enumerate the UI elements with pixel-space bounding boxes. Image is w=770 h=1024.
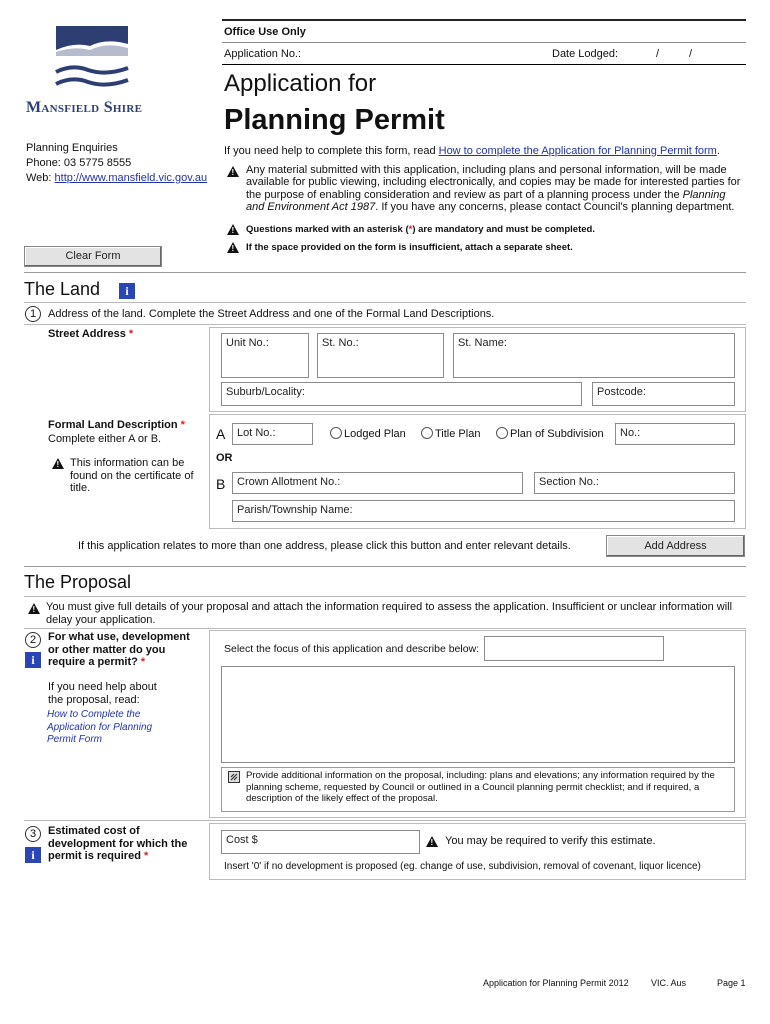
- certificate-note: This information can be found on the certificate of title.: [70, 457, 194, 494]
- page-title: Planning Permit: [224, 104, 445, 136]
- required-star: *: [143, 850, 149, 862]
- application-no-label: Application No.:: [224, 48, 302, 60]
- title-plan-radio[interactable]: Title Plan: [421, 427, 480, 440]
- question-2-text: [48, 631, 198, 669]
- option-a-label: A: [216, 426, 226, 442]
- question-3-text: [48, 825, 198, 863]
- web-link[interactable]: http://www.mansfield.vic.gov.au: [54, 172, 208, 184]
- space-note: If the space provided on the form is insufficient, attach a separate sheet.: [246, 242, 573, 253]
- postcode-input[interactable]: Postcode:: [592, 382, 735, 406]
- proposal-warning: You must give full details of your proposal and attach the information required to assess the application. Insufficient or unclear information will delay your application.: [46, 601, 733, 626]
- notice-end: . If you have any concerns, please contact Council's planning department.: [375, 201, 735, 214]
- verify-note: You may be required to verify this estimate.: [445, 835, 656, 847]
- formal-land-label: [48, 419, 185, 431]
- mandatory-note: [246, 224, 595, 235]
- crown-allotment-input[interactable]: Crown Allotment No.:: [232, 472, 523, 494]
- plan-of-subdivision-radio[interactable]: Plan of Subdivision: [496, 427, 604, 440]
- street-address-label: [48, 328, 133, 340]
- section-no-input[interactable]: Section No.:: [534, 472, 735, 494]
- proposal-rule: [24, 566, 746, 567]
- land-section-title: The Land: [24, 279, 101, 299]
- lodged-plan-radio[interactable]: Lodged Plan: [330, 427, 406, 440]
- select-focus-label: Select the focus of this application and describe below:: [224, 643, 480, 655]
- shire-logo: [54, 24, 130, 94]
- cost-input[interactable]: Cost $: [221, 830, 420, 854]
- proposal-title-rule: [24, 596, 746, 597]
- footer-page: Page 1: [717, 978, 746, 988]
- required-star: *: [128, 328, 134, 340]
- formal-label-text: Formal Land Description: [48, 419, 178, 431]
- option-b-label: B: [216, 476, 226, 492]
- lot-no-input[interactable]: Lot No.:: [232, 423, 313, 445]
- proposal-description-textarea[interactable]: [221, 666, 735, 763]
- notice-text: Any material submitted with this application, including plans and personal information, will be made available for public viewing, including electronically, and copies may be made for interested parties for the purpose of enabling consideration and review as part of a planning process under the: [246, 164, 741, 201]
- q2-text: For what use, development or other matter do you require a permit?: [48, 631, 190, 668]
- question-1-number: 1: [25, 306, 41, 322]
- info-icon[interactable]: i: [119, 283, 135, 299]
- footer-form-name: Application for Planning Permit 2012: [483, 978, 629, 988]
- focus-select[interactable]: [484, 636, 664, 661]
- office-use-heading: Office Use Only: [224, 26, 306, 38]
- warning-icon: [426, 836, 438, 849]
- warning-icon: [227, 166, 239, 179]
- or-label: OR: [216, 452, 233, 464]
- plan-no-input[interactable]: No.:: [615, 423, 735, 445]
- paperclip-icon: [228, 771, 240, 783]
- formal-land-sub: Complete either A or B.: [48, 433, 162, 445]
- insert-zero-note: Insert '0' if no development is proposed (eg. change of use, subdivision, removal of covenant, liquor licence): [224, 861, 701, 872]
- warning-rule: [24, 628, 746, 629]
- date-lodged-label: Date Lodged:: [552, 48, 619, 60]
- help-intro-text: If you need help to complete this form, read: [224, 145, 439, 157]
- warning-icon: [52, 458, 64, 471]
- mandatory-post: ) are mandatory and must be completed.: [412, 224, 595, 235]
- unit-no-input[interactable]: Unit No.:: [221, 333, 309, 378]
- warning-icon: [227, 224, 239, 237]
- proposal-help-link[interactable]: How to Complete the Application for Planning Permit Form: [47, 709, 153, 745]
- help-form-link[interactable]: How to complete the Application for Planning Permit form: [438, 145, 717, 157]
- date-slash-1: /: [656, 48, 660, 60]
- more-address-note: If this application relates to more than one address, please click this button and enter relevant details.: [78, 540, 571, 552]
- add-address-button[interactable]: Add Address: [606, 535, 745, 557]
- phone: Phone: 03 5775 8555: [26, 157, 132, 169]
- parish-input[interactable]: Parish/Township Name:: [232, 500, 735, 522]
- mandatory-star: *: [408, 224, 413, 235]
- question-1-text: Address of the land. Complete the Street Address and one of the Formal Land Descriptions.: [48, 308, 495, 320]
- required-star: *: [180, 419, 185, 431]
- required-star: *: [140, 656, 146, 668]
- info-icon[interactable]: i: [25, 847, 41, 863]
- planning-enquiries: Planning Enquiries: [26, 142, 118, 154]
- act-name: Planning and Environment Act 1987: [246, 188, 726, 214]
- land-rule: [24, 272, 746, 273]
- info-icon[interactable]: i: [25, 652, 41, 668]
- office-mid-rule: [222, 42, 746, 43]
- help-intro: [224, 145, 754, 157]
- help-intro-end: .: [716, 145, 720, 157]
- warning-icon: [227, 242, 239, 255]
- street-name-input[interactable]: St. Name:: [453, 333, 735, 378]
- question-2-number: 2: [25, 632, 41, 648]
- web-label: Web:: [26, 172, 55, 184]
- footer-state: VIC. Aus: [651, 978, 687, 988]
- street-label-text: Street Address: [48, 328, 126, 340]
- provide-info-text: Provide additional information on the proposal, including: plans and elevations; any information required by the planning scheme, requested by Council or outlined in a Council planning permit checklist; and if required, a description of the likely effect of the proposal.: [246, 770, 715, 804]
- office-bottom-rule: [222, 64, 746, 65]
- street-no-input[interactable]: St. No.:: [317, 333, 444, 378]
- proposal-section-title: The Proposal: [24, 572, 132, 592]
- title-line-1: Application for: [224, 70, 377, 97]
- warning-icon: [28, 603, 40, 616]
- web: [26, 172, 207, 184]
- q2-rule: [24, 820, 746, 821]
- question-3-number: 3: [25, 826, 41, 842]
- date-slash-2: /: [689, 48, 693, 60]
- mandatory-pre: Questions marked with an asterisk (: [246, 224, 409, 235]
- suburb-input[interactable]: Suburb/Locality:: [221, 382, 582, 406]
- brand-name: Mansfield Shire: [26, 99, 143, 116]
- public-notice: [246, 164, 746, 214]
- office-top-rule: [222, 19, 746, 21]
- land-title-rule: [24, 302, 746, 303]
- q3-text: Estimated cost of development for which the permit is required: [48, 825, 188, 862]
- clear-form-button[interactable]: Clear Form: [24, 246, 162, 267]
- proposal-help-intro: If you need help about the proposal, read:: [48, 681, 157, 706]
- q1-rule: [24, 324, 746, 325]
